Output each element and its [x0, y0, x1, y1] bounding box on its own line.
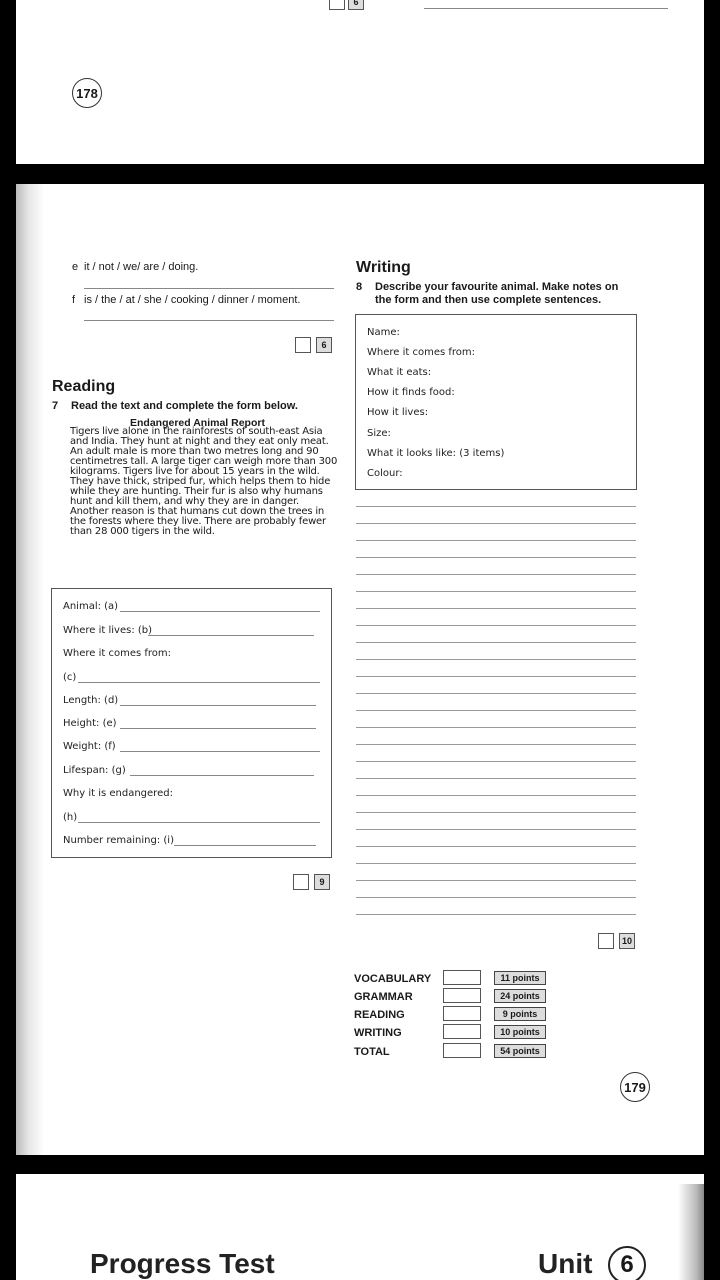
form-label-number-remaining: Number remaining: (i) [63, 835, 174, 846]
reading-score-box[interactable] [293, 874, 309, 890]
writing-answer-line[interactable] [356, 557, 636, 558]
form-label-height: Height: (e) [63, 718, 117, 729]
writing-heading: Writing [356, 259, 411, 276]
reading-line: hunt and kill them, and why they are in danger. [70, 496, 299, 507]
score-points-vocabulary: 11 points [494, 971, 546, 985]
writing-instruction-line2: the form and then use complete sentences. [375, 294, 602, 306]
reading-line: Tigers live alone in the rainforests of south-east Asia [70, 426, 323, 437]
form-label-endangered: Why it is endangered: [63, 788, 173, 799]
form-label-comes-from: Where it comes from: [63, 648, 172, 659]
progress-test-title: Progress Test [90, 1248, 275, 1279]
answer-line-b[interactable] [148, 635, 314, 636]
grammar-score-value: 6 [316, 337, 332, 353]
score-box-writing[interactable] [443, 1024, 481, 1039]
writing-answer-line[interactable] [356, 591, 636, 592]
reading-text [70, 427, 352, 537]
reading-line: Another reason is that humans cut down the trees in [70, 506, 325, 517]
reading-line: while they are hunting. Their fur is also why humans [70, 486, 323, 497]
page-179 [16, 184, 704, 1155]
answer-line-a[interactable] [120, 611, 320, 612]
form-label-where-lives: Where it lives: (b) [63, 625, 153, 636]
score-points-grammar: 24 points [494, 989, 546, 1003]
answer-line-h[interactable] [78, 822, 320, 823]
exercise-f-prompt: is / the / at / she / cooking / dinner / moment. [84, 294, 301, 306]
writing-label-name: Name: [367, 327, 400, 338]
score-box-vocabulary[interactable] [443, 970, 481, 985]
reading-question-number: 7 [52, 400, 59, 412]
writing-answer-line[interactable] [356, 880, 636, 881]
reading-score-value: 9 [314, 874, 330, 890]
writing-question-number: 8 [356, 281, 363, 293]
score-label-vocabulary: VOCABULARY [354, 973, 432, 985]
writing-answer-line[interactable] [356, 897, 636, 898]
book-spine-shadow [678, 1184, 704, 1280]
writing-answer-line[interactable] [356, 574, 636, 575]
writing-answer-line[interactable] [356, 676, 636, 677]
reading-line: the forests where they live. There are probably fewer [70, 516, 326, 527]
exercise-e-answer-line[interactable] [84, 288, 334, 289]
writing-score-value: 10 [619, 933, 635, 949]
reading-heading: Reading [52, 378, 116, 395]
reading-line: An adult male is more than two metres long and 90 [70, 446, 319, 457]
exercise-e-letter: e [72, 261, 79, 273]
next-page [16, 1174, 704, 1280]
writing-answer-line[interactable] [356, 829, 636, 830]
score-points-writing: 10 points [494, 1025, 546, 1039]
form-label-h: (h) [63, 812, 78, 823]
reading-instruction: Read the text and complete the form below. [71, 400, 298, 412]
form-label-animal: Animal: (a) [63, 601, 119, 612]
answer-line-d[interactable] [120, 705, 316, 706]
reading-line: They have thick, striped fur, which helps them to hide [70, 476, 331, 487]
writing-answer-line[interactable] [356, 540, 636, 541]
score-box[interactable] [329, 0, 345, 10]
page-number: 179 [620, 1072, 650, 1102]
page-178 [16, 0, 704, 164]
score-label-grammar: GRAMMAR [354, 991, 413, 1003]
writing-answer-line[interactable] [356, 608, 636, 609]
form-label-weight: Weight: (f) [63, 741, 116, 752]
score-label-total: TOTAL [354, 1046, 390, 1058]
score-box-grammar[interactable] [443, 988, 481, 1003]
unit-label: Unit [538, 1248, 593, 1279]
writing-answer-line[interactable] [356, 710, 636, 711]
writing-label-looks-like: What it looks like: (3 items) [367, 448, 505, 459]
writing-label-colour: Colour: [367, 468, 403, 479]
reading-line: kilograms. Tigers live for about 15 years in the wild. [70, 466, 320, 477]
answer-line-c[interactable] [78, 682, 320, 683]
writing-answer-line[interactable] [356, 625, 636, 626]
score-points-total: 54 points [494, 1044, 546, 1058]
writing-answer-line[interactable] [356, 795, 636, 796]
writing-answer-line[interactable] [356, 727, 636, 728]
answer-line-f[interactable] [120, 751, 320, 752]
writing-answer-line[interactable] [356, 812, 636, 813]
reading-line: than 28 000 tigers in the wild. [70, 526, 215, 537]
exercise-f-answer-line[interactable] [84, 320, 334, 321]
writing-answer-line[interactable] [356, 693, 636, 694]
answer-line-i[interactable] [174, 845, 316, 846]
answer-line-e[interactable] [120, 728, 316, 729]
writing-notes-form [355, 314, 637, 490]
writing-score-box[interactable] [598, 933, 614, 949]
book-spine-shadow [16, 184, 44, 1155]
answer-line-g[interactable] [130, 775, 314, 776]
reading-text-title: Endangered Animal Report [130, 417, 265, 429]
writing-label-eats: What it eats: [367, 367, 432, 378]
writing-answer-line[interactable] [356, 506, 636, 507]
score-label-writing: WRITING [354, 1027, 402, 1039]
page-number: 178 [72, 78, 102, 108]
exercise-f-letter: f [72, 294, 76, 306]
writing-answer-line[interactable] [356, 846, 636, 847]
unit-number: 6 [608, 1246, 646, 1280]
writing-answer-line[interactable] [356, 914, 636, 915]
score-label-reading: READING [354, 1009, 405, 1021]
form-label-c: (c) [63, 672, 77, 683]
grammar-score-box[interactable] [295, 337, 311, 353]
form-label-length: Length: (d) [63, 695, 119, 706]
score-box-reading[interactable] [443, 1006, 481, 1021]
score-value: 6 [348, 0, 364, 10]
writing-label-lives: How it lives: [367, 407, 429, 418]
writing-answer-line[interactable] [356, 642, 636, 643]
score-box-total[interactable] [443, 1043, 481, 1058]
writing-answer-line[interactable] [356, 863, 636, 864]
answer-line [424, 8, 668, 9]
writing-label-finds-food: How it finds food: [367, 387, 455, 398]
form-label-lifespan: Lifespan: (g) [63, 765, 126, 776]
score-points-reading: 9 points [494, 1007, 546, 1021]
reading-line: centimetres tall. A large tiger can weigh more than 300 [70, 456, 338, 467]
writing-instruction-line1: Describe your favourite animal. Make notes on [375, 281, 619, 293]
reading-line: and India. They hunt at night and they eat only meat. [70, 436, 329, 447]
writing-answer-line[interactable] [356, 744, 636, 745]
writing-answer-line[interactable] [356, 778, 636, 779]
writing-answer-line[interactable] [356, 761, 636, 762]
writing-label-comes-from: Where it comes from: [367, 347, 476, 358]
writing-label-size: Size: [367, 428, 391, 439]
writing-answer-line[interactable] [356, 659, 636, 660]
exercise-e-prompt: it / not / we/ are / doing. [84, 261, 199, 273]
writing-answer-line[interactable] [356, 523, 636, 524]
